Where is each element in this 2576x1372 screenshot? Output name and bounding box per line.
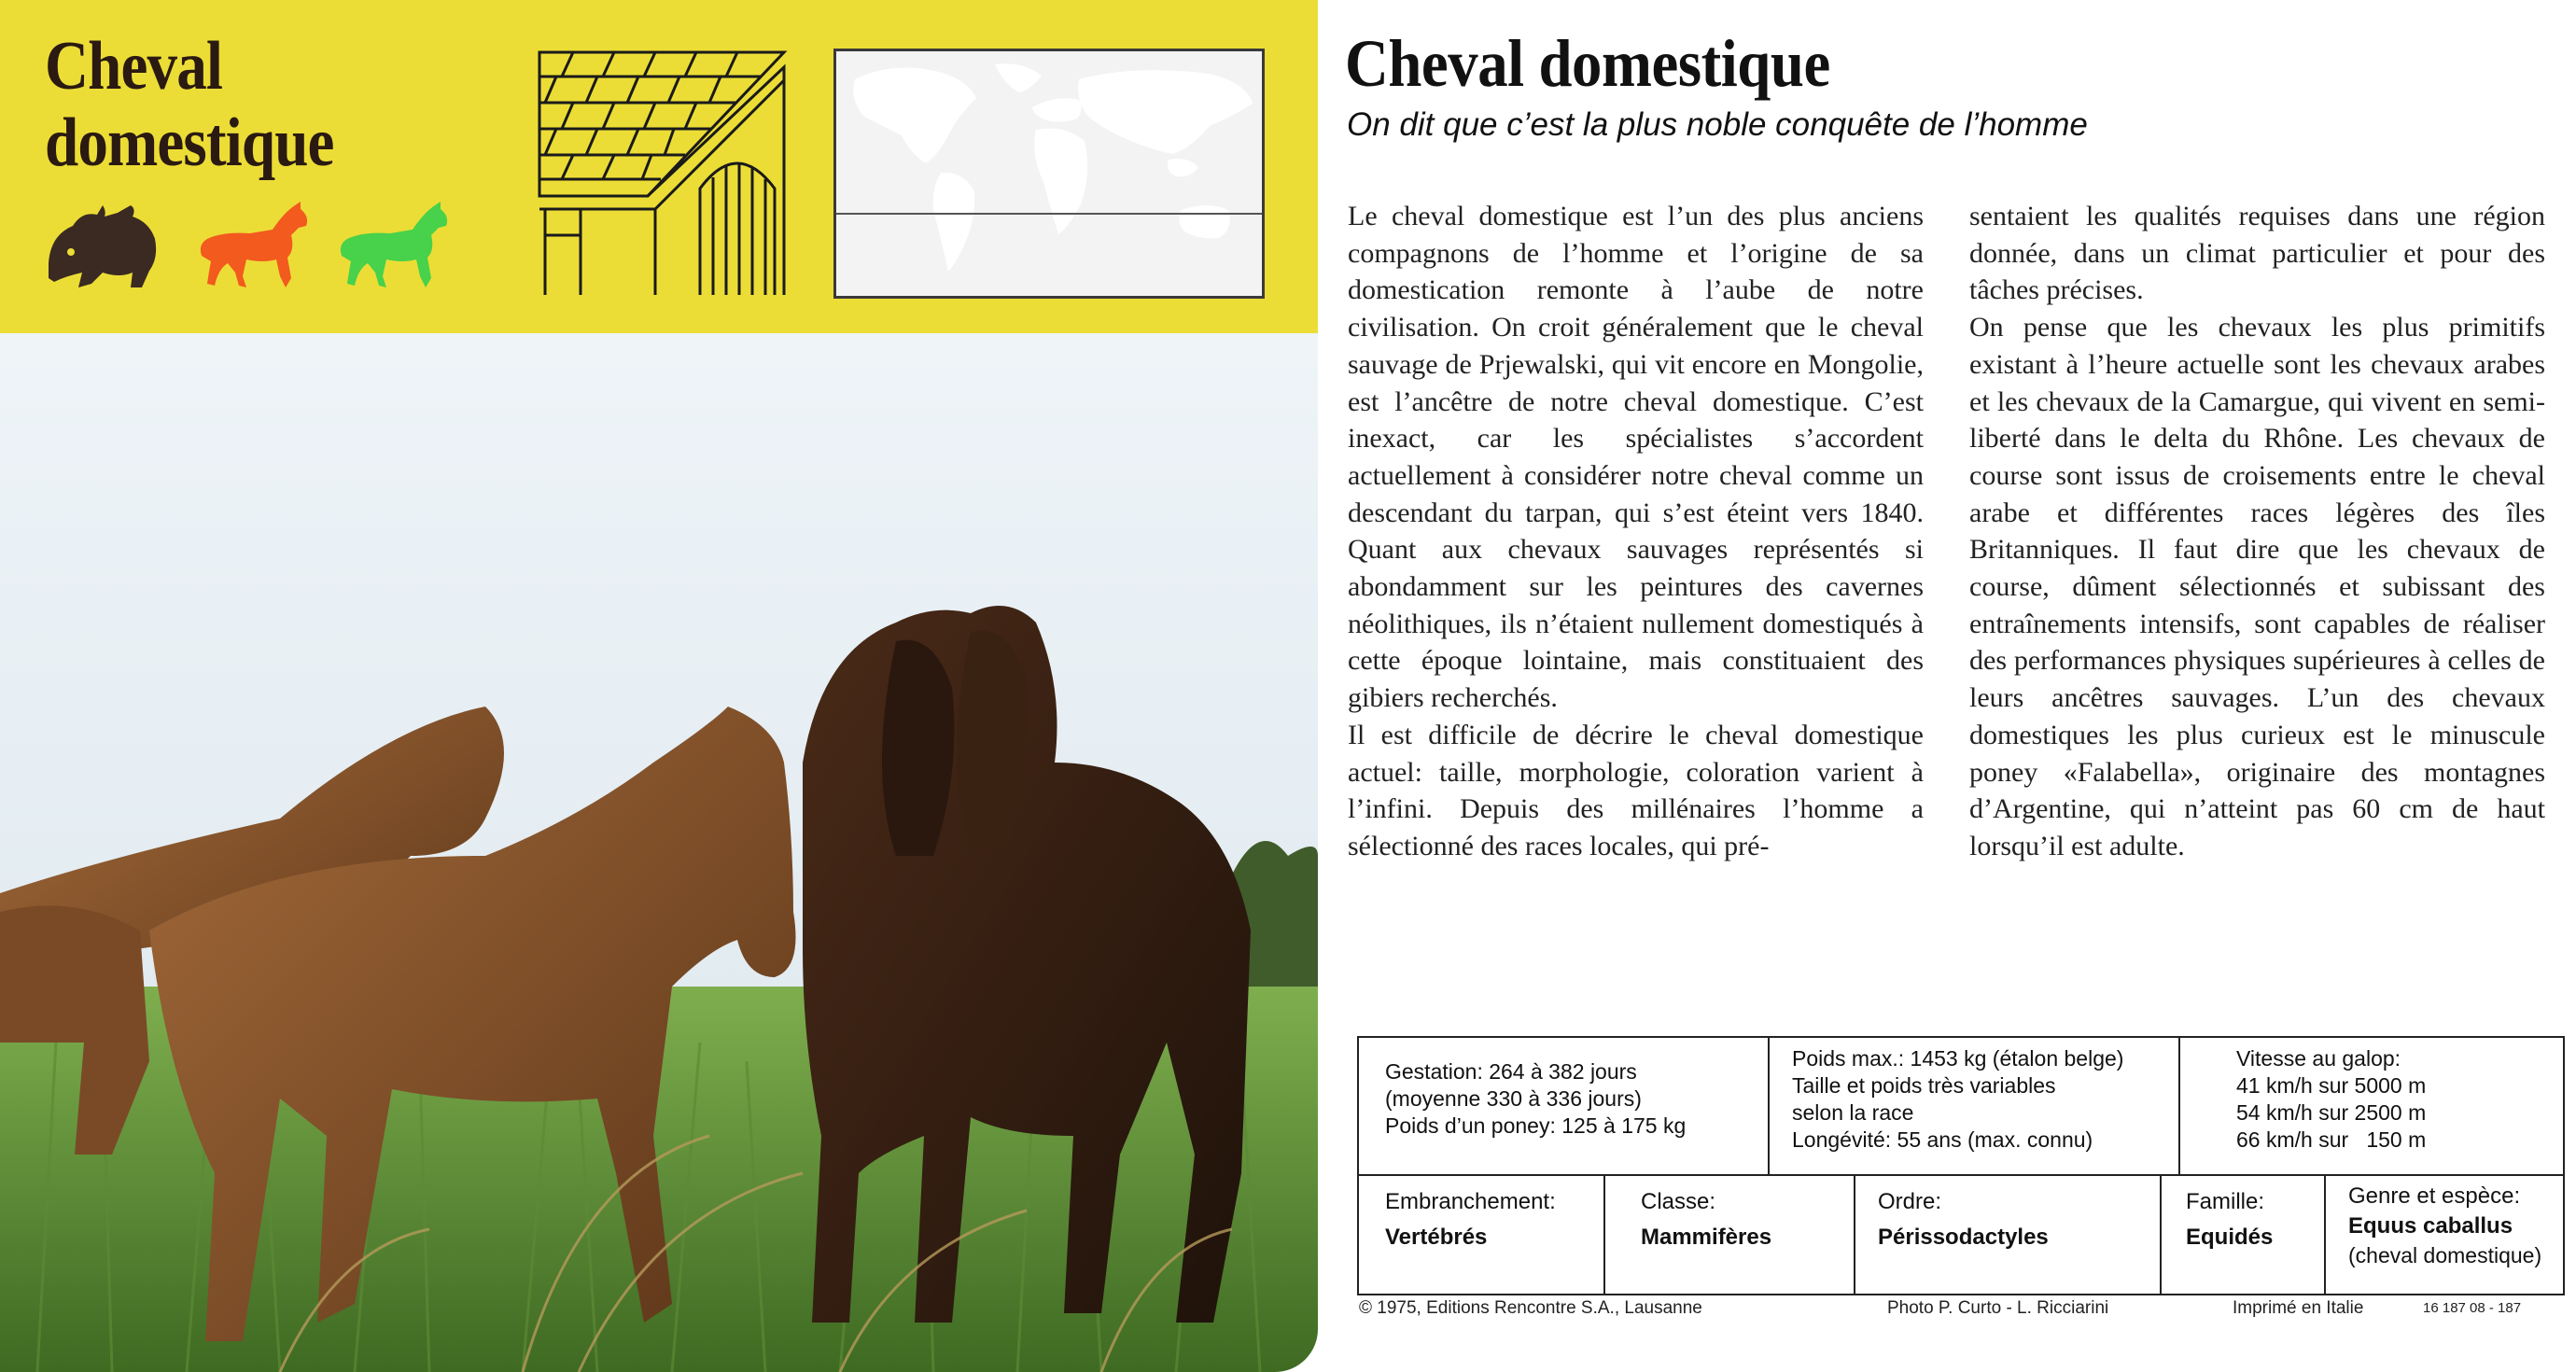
fact-line: selon la race <box>1792 1100 1914 1125</box>
taxonomy-classe <box>1641 1187 1846 1305</box>
footer-code: 16 187 08 - 187 <box>2423 1300 2522 1316</box>
card-title-line-2: domestique <box>45 105 334 181</box>
taxonomy-ordre <box>1878 1187 2139 1305</box>
article-subtitle: On dit que c’est la plus noble conquête de l’homme <box>1347 106 2088 143</box>
taxonomy-value: Périssodactyles <box>1878 1225 2049 1250</box>
footer-printed: Imprimé en Italie <box>2233 1298 2364 1318</box>
taxonomy-label: Classe: <box>1641 1189 1716 1214</box>
card-title-line-1: Cheval <box>45 28 223 105</box>
world-map-icon <box>836 51 1262 296</box>
footer-photo-credit: Photo P. Curto - L. Ricciarini <box>1887 1298 2109 1318</box>
taxonomy-label: Genre et espèce: <box>2348 1183 2521 1209</box>
taxonomy-value: Vertébrés <box>1385 1225 1488 1250</box>
speed-line: 41 km/h sur 5000 m <box>2236 1073 2427 1098</box>
horse-silhouette-icon <box>194 198 314 291</box>
distribution-map <box>833 49 1265 299</box>
map-divider <box>836 213 1262 215</box>
fact-line: (moyenne 330 à 336 jours) <box>1385 1086 1642 1111</box>
taxonomy-row <box>1359 1176 2563 1294</box>
farm-stable-icon <box>536 49 788 299</box>
paragraph: Le cheval domestique est l’un des plus anciens compagnons de l’homme et l’origine de sa domestication remonte à l’aube de notre civilisation. On croit généralement que le cheval sauvage de Prjewalski, qui vit encore en Mongolie, est l’ancêtre de notre cheval domestique. C’est inexact, car les spécialistes s’accordent actuellement à considérer notre cheval comme un descendant du tarpan, qui s’est éteint vers 1840. Quant aux chevaux sauvages représentés si abondamment sur les peintures des cavernes néolithiques, ils n’étaient nullement domestiqués à cette époque lointaine, mais constituaient des gibiers recherchés. <box>1348 201 1924 714</box>
speed-title: Vitesse au galop: <box>2236 1046 2401 1071</box>
divider <box>1854 1176 1855 1294</box>
bull-silhouette-icon <box>45 198 161 291</box>
divider <box>2178 1038 2180 1174</box>
speed-line: 66 km/h sur 150 m <box>2236 1127 2427 1152</box>
facts-table <box>1357 1036 2565 1295</box>
taxonomy-label: Ordre: <box>1878 1189 1942 1214</box>
facts-row <box>1359 1038 2563 1176</box>
horses-photo <box>0 333 1318 1372</box>
gestation-cell <box>1385 1058 1758 1195</box>
paragraph: Il est difficile de décrire le cheval domestique actuel: taille, morphologie, coloration varient à l’infini. Depuis des millénaires l’homme a sélectionné des races locales, qui pré- <box>1348 719 1924 861</box>
taxonomy-note: (cheval domestique) <box>2348 1243 2542 1267</box>
speed-cell <box>2236 1045 2554 1182</box>
fact-line: Poids d’un poney: 125 à 175 kg <box>1385 1113 1687 1138</box>
taxonomy-value: Equus caballus <box>2348 1213 2513 1239</box>
species-icons <box>45 198 465 310</box>
taxonomy-genre <box>2348 1182 2563 1299</box>
taxonomy-value: Equidés <box>2186 1225 2274 1250</box>
paragraph: sentaient les qualités requises dans une région donnée, dans un climat particulier et pour des tâches précises. <box>1969 201 2545 306</box>
speed-line: 54 km/h sur 2500 m <box>2236 1100 2427 1125</box>
taxonomy-label: Embranchement: <box>1385 1189 1556 1214</box>
taxonomy-famille <box>2186 1187 2317 1305</box>
fact-line: Poids max.: 1453 kg (étalon belge) <box>1792 1046 2124 1071</box>
fact-line: Taille et poids très variables <box>1792 1073 2056 1098</box>
horse-silhouette-icon <box>334 198 454 291</box>
taxonomy-label: Famille: <box>2186 1189 2265 1214</box>
taxonomy-value: Mammifères <box>1641 1225 1772 1250</box>
paragraph: On pense que les chevaux les plus primitifs existant à l’heure actuelle sont les chevaux arabes et les chevaux de la Camargue, qui vivent en semi-liberté dans le delta du Rhône. Les chevaux de course sont issus de croisements entre le cheval arabe et différentes races légères des îles Britanniques. Il faut dire que les chevaux de course, dûment sélectionnés et subissant des entraînements intensifs, sont capables de réaliser des performances physiques supérieures à celles de leurs ancêtres sauvages. L’un des chevaux domestiques les plus curieux est le minuscule poney «Falabella», originaire des montagnes d’Argentine, qui n’atteint pas 60 cm de haut lorsqu’il est adulte. <box>1969 312 2545 861</box>
divider <box>2160 1176 2162 1294</box>
article-title: Cheval domestique <box>1345 26 1830 101</box>
footer-copyright: © 1975, Editions Rencontre S.A., Lausanne <box>1359 1298 1702 1318</box>
divider <box>1603 1176 1605 1294</box>
divider <box>2324 1176 2326 1294</box>
card-title <box>45 28 390 181</box>
body-column-left <box>1348 198 1924 865</box>
body-column-right <box>1969 198 2545 865</box>
fact-line: Gestation: 264 à 382 jours <box>1385 1059 1637 1084</box>
weight-cell <box>1792 1045 2165 1182</box>
right-card <box>1318 0 2576 1372</box>
fact-line: Longévité: 55 ans (max. connu) <box>1792 1127 2093 1152</box>
taxonomy-embranchement <box>1385 1187 1609 1305</box>
divider <box>1768 1038 1770 1174</box>
